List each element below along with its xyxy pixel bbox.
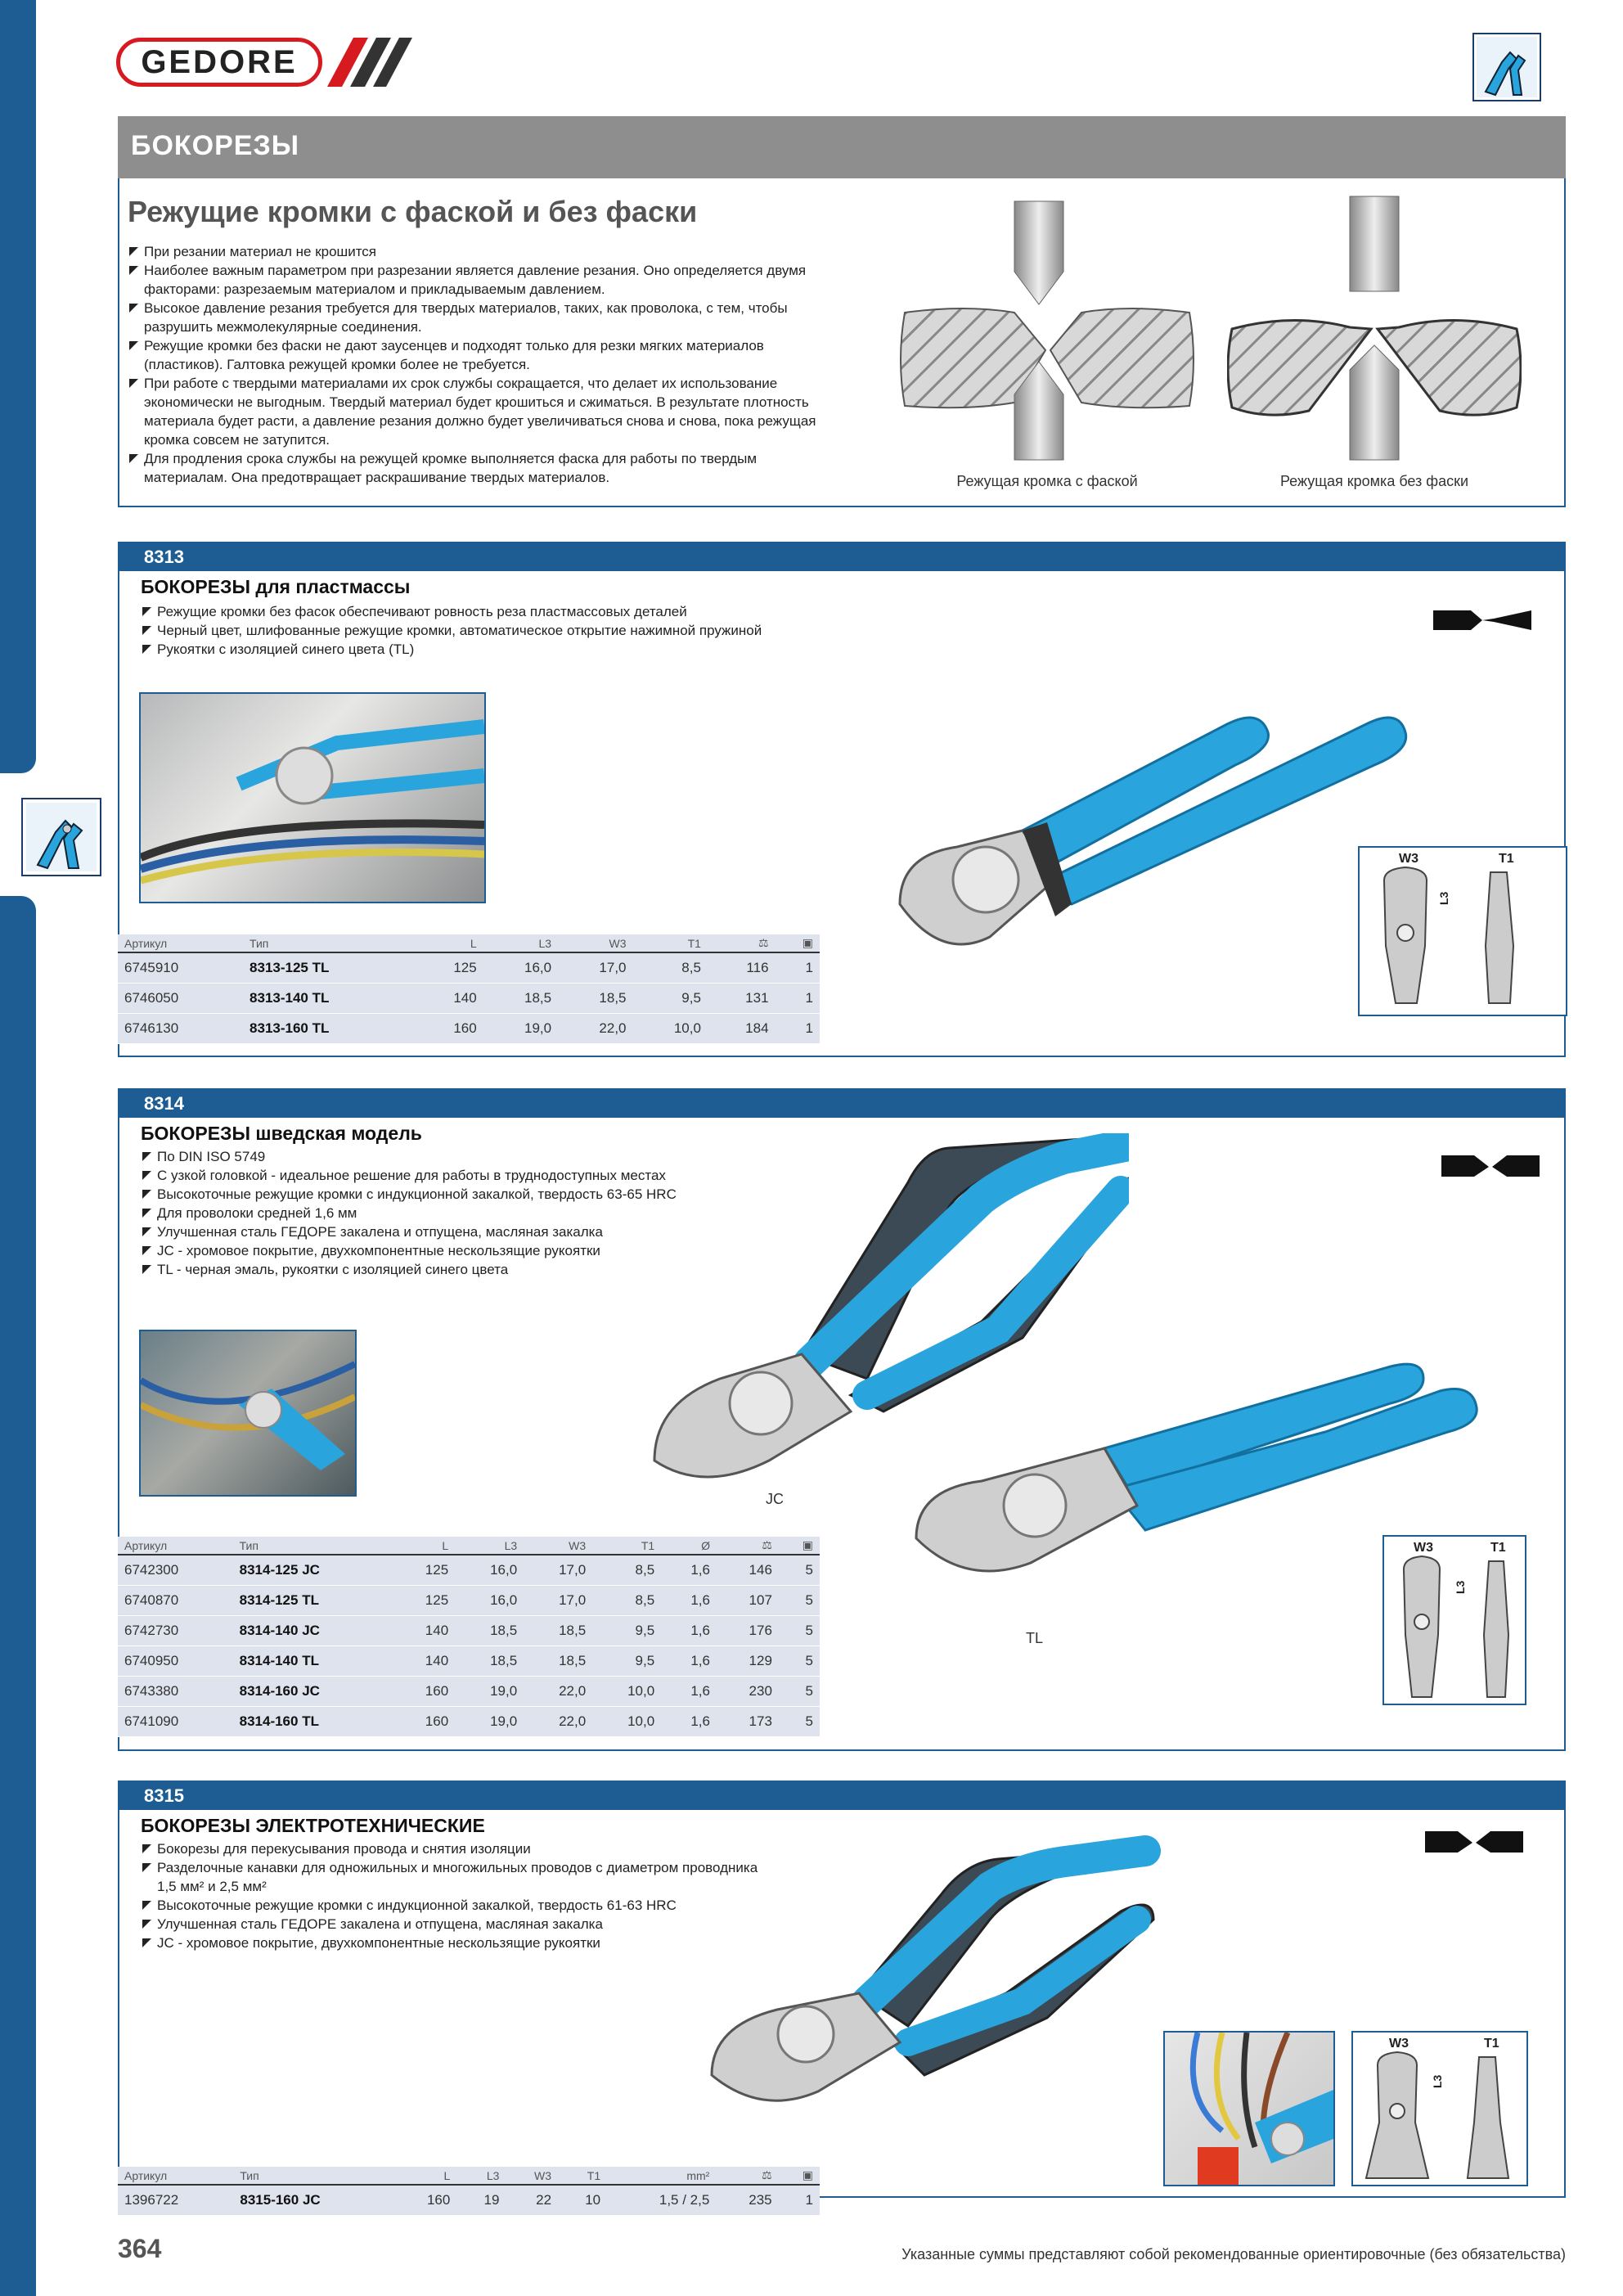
dimension-drawing <box>1351 2031 1528 2186</box>
table-cell: 1,6 <box>661 1706 717 1736</box>
table-cell: 116 <box>708 952 776 983</box>
table-row <box>118 1645 820 1676</box>
list-item: Для проволоки средней 1,6 мм <box>141 1204 812 1222</box>
table-header: T1 <box>558 2167 607 2185</box>
table-cell: 125 <box>393 1555 455 1585</box>
intro-title: Режущие кромки с фаской и без фаски <box>128 195 698 228</box>
table-cell: 10,0 <box>633 1013 708 1043</box>
table-cell: 125 <box>393 1585 455 1615</box>
table-cell: 140 <box>393 1645 455 1676</box>
dim-label-w3: W3 <box>1399 852 1418 866</box>
table-cell: 8,5 <box>633 952 708 983</box>
table-cell: 5 <box>779 1706 820 1736</box>
table-cell: 22 <box>506 2185 558 2215</box>
table-cell: 10,0 <box>592 1676 661 1706</box>
table-cell: 18,5 <box>455 1645 524 1676</box>
list-item: Наиболее важным параметром при разрезании является давление резания. Оно определяется двумя факторами: разрезаемым материалом и прикладываемым давлением. <box>128 261 823 299</box>
table-cell: 1,5 / 2,5 <box>607 2185 716 2215</box>
pack-icon: ▣ <box>776 934 820 952</box>
table-cell: 1,6 <box>661 1676 717 1706</box>
table-cell: 8313-125 TL <box>243 952 416 983</box>
dimension-drawing <box>1358 846 1567 1016</box>
pack-icon: ▣ <box>779 1537 820 1555</box>
table-header: Артикул <box>118 2167 233 2185</box>
table-cell: 22,0 <box>558 1013 632 1043</box>
table-cell: 6742730 <box>118 1615 233 1645</box>
table-cell: 131 <box>708 983 776 1013</box>
table-header: Артикул <box>118 934 243 952</box>
product-table-8314 <box>118 1537 820 1737</box>
table-header: Тип <box>233 2167 394 2185</box>
gedore-logo: GEDORE <box>116 38 322 87</box>
list-item: При резании материал не крошится <box>128 242 823 261</box>
dim-label-l3: L3 <box>1437 891 1450 905</box>
table-cell: 107 <box>717 1585 779 1615</box>
product-label-tl: TL <box>1026 1630 1044 1646</box>
table-cell: 6742300 <box>118 1555 233 1585</box>
list-item: TL - черная эмаль, рукоятки с изоляцией синего цвета <box>141 1260 812 1279</box>
table-header: T1 <box>633 934 708 952</box>
list-item: Высокое давление резания требуется для твердых материалов, таких, как проволока, с тем, чтобы разрушить межмолекулярные соединения. <box>128 299 823 336</box>
list-item: По DIN ISO 5749 <box>141 1147 812 1166</box>
table-cell: 6743380 <box>118 1676 233 1706</box>
table-cell: 16,0 <box>455 1555 524 1585</box>
table-header: L <box>393 1537 455 1555</box>
caption-bevelled: Режущая кромка с фаской <box>956 473 1138 489</box>
table-row <box>118 1585 820 1615</box>
table-cell: 19,0 <box>455 1706 524 1736</box>
table-cell: 19,0 <box>455 1676 524 1706</box>
table-cell: 6740870 <box>118 1585 233 1615</box>
table-cell: 1,6 <box>661 1615 717 1645</box>
table-row <box>118 1555 820 1585</box>
dim-label-t1: T1 <box>1499 852 1514 866</box>
table-cell: 22,0 <box>524 1706 592 1736</box>
table-cell: 5 <box>779 1645 820 1676</box>
table-cell: 17,0 <box>524 1555 592 1585</box>
table-cell: 9,5 <box>592 1645 661 1676</box>
table-cell: 184 <box>708 1013 776 1043</box>
product-table-8315 <box>118 2167 820 2216</box>
list-item: Высокоточные режущие кромки с индукционной закалкой, твердость 63-65 HRC <box>141 1185 812 1204</box>
table-cell: 17,0 <box>558 952 632 983</box>
section-code: 8314 <box>119 1090 1564 1118</box>
usage-photo <box>139 692 486 903</box>
product-label-jc: JC <box>766 1491 784 1507</box>
table-cell: 1,6 <box>661 1585 717 1615</box>
table-header: W3 <box>558 934 632 952</box>
pack-icon: ▣ <box>779 2167 820 2185</box>
table-cell: 235 <box>716 2185 778 2215</box>
table-cell: 8,5 <box>592 1555 661 1585</box>
table-row <box>118 1615 820 1645</box>
list-item: С узкой головкой - идеальное решение для работы в труднодоступных местах <box>141 1166 812 1185</box>
product-image-8315 <box>695 1830 1186 2173</box>
table-cell: 18,5 <box>558 983 632 1013</box>
table-cell: 8314-140 JC <box>233 1615 393 1645</box>
gedore-logo-stripes <box>327 38 412 87</box>
table-cell: 1396722 <box>118 2185 233 2215</box>
table-cell: 8314-160 TL <box>233 1706 393 1736</box>
table-header: W3 <box>524 1537 592 1555</box>
list-item: Бокорезы для перекусывания провода и снятия изоляции <box>141 1839 762 1858</box>
intro-bullets <box>128 242 823 487</box>
table-cell: 8314-140 TL <box>233 1645 393 1676</box>
list-item: JC - хромовое покрытие, двухкомпонентные нескользящие рукоятки <box>141 1241 812 1260</box>
table-cell: 1 <box>776 952 820 983</box>
table-row <box>118 1013 820 1043</box>
table-header: L <box>416 934 483 952</box>
table-cell: 9,5 <box>592 1615 661 1645</box>
list-item: Улучшенная сталь ГЕДОРЕ закалена и отпущена, масляная закалка <box>141 1222 812 1241</box>
table-cell: 6740950 <box>118 1645 233 1676</box>
usage-photo <box>1163 2031 1335 2186</box>
table-cell: 17,0 <box>524 1585 592 1615</box>
dim-label-w3: W3 <box>1414 1541 1433 1555</box>
section-title: БОКОРЕЗЫ для пластмассы <box>141 576 411 597</box>
table-header: Ø <box>661 1537 717 1555</box>
table-cell: 129 <box>717 1645 779 1676</box>
table-cell: 160 <box>416 1013 483 1043</box>
weight-icon: ⚖ <box>716 2167 778 2185</box>
list-item: При работе с твердыми материалами их срок службы сокращается, что делает их использование экономически не выгодным. Твердый материал будет крошиться и сжиматься. В результате плотность материала будет расти, а давление резания должно будет увеличиваться снова и снова, пока режущая кромка совсем не затупится. <box>128 374 823 449</box>
pliers-header-icon <box>1472 33 1541 101</box>
non-bevelled-edge-diagram <box>1227 190 1522 468</box>
table-cell: 8313-140 TL <box>243 983 416 1013</box>
table-cell: 230 <box>717 1676 779 1706</box>
dim-label-t1: T1 <box>1484 2037 1499 2051</box>
section-title: БОКОРЕЗЫ ЭЛЕКТРОТЕХНИЧЕСКИЕ <box>141 1815 485 1836</box>
table-cell: 8,5 <box>592 1585 661 1615</box>
table-row <box>118 1706 820 1736</box>
table-cell: 10,0 <box>592 1706 661 1736</box>
table-cell: 19,0 <box>483 1013 558 1043</box>
table-cell: 1 <box>776 983 820 1013</box>
left-margin-strip-top <box>0 0 36 773</box>
caption-non-bevelled: Режущая кромка без фаски <box>1279 473 1469 489</box>
table-cell: 1 <box>779 2185 820 2215</box>
list-item: Режущие кромки без фасок обеспечивают ровность реза пластмассовых деталей <box>141 602 877 621</box>
table-cell: 22,0 <box>524 1676 592 1706</box>
weight-icon: ⚖ <box>708 934 776 952</box>
dim-label-l3: L3 <box>1431 2074 1444 2088</box>
table-header: mm² <box>607 2167 716 2185</box>
table-header: L3 <box>483 934 558 952</box>
table-cell: 18,5 <box>524 1645 592 1676</box>
table-cell: 1,6 <box>661 1555 717 1585</box>
table-cell: 9,5 <box>633 983 708 1013</box>
table-row <box>118 983 820 1013</box>
list-item: Улучшенная сталь ГЕДОРЕ закалена и отпущена, масляная закалка <box>141 1915 762 1934</box>
section-code: 8313 <box>119 543 1564 571</box>
table-cell: 176 <box>717 1615 779 1645</box>
table-cell: 5 <box>779 1585 820 1615</box>
dimension-drawing <box>1382 1535 1526 1705</box>
table-cell: 10 <box>558 2185 607 2215</box>
page-number: 364 <box>118 2234 162 2263</box>
table-cell: 18,5 <box>524 1615 592 1645</box>
dim-label-l3: L3 <box>1454 1580 1467 1594</box>
table-cell: 1,6 <box>661 1645 717 1676</box>
dim-label-t1: T1 <box>1490 1541 1506 1555</box>
table-row <box>118 2185 820 2215</box>
table-cell: 6745910 <box>118 952 243 983</box>
product-table-8313 <box>118 934 820 1044</box>
table-cell: 160 <box>394 2185 456 2215</box>
list-item: Разделочные канавки для одножильных и многожильных проводов с диаметром проводника 1,5 мм² и 2,5 мм² <box>141 1858 762 1896</box>
list-item: Черный цвет, шлифованные режущие кромки, автоматическое открытие нажимной пружиной <box>141 621 877 640</box>
table-cell: 5 <box>779 1555 820 1585</box>
table-cell: 8314-160 JC <box>233 1676 393 1706</box>
table-cell: 125 <box>416 952 483 983</box>
table-header: L3 <box>455 1537 524 1555</box>
table-cell: 1 <box>776 1013 820 1043</box>
table-cell: 160 <box>393 1676 455 1706</box>
table-cell: 6741090 <box>118 1706 233 1736</box>
bevelled-edge-diagram <box>900 190 1194 468</box>
table-cell: 5 <box>779 1615 820 1645</box>
table-header: W3 <box>506 2167 558 2185</box>
weight-icon: ⚖ <box>717 1537 779 1555</box>
usage-photo <box>139 1330 357 1497</box>
section-bullets <box>141 1839 762 1952</box>
table-header: T1 <box>592 1537 661 1555</box>
bevel-cut-icon <box>1441 1154 1540 1178</box>
table-cell: 16,0 <box>483 952 558 983</box>
section-title: БОКОРЕЗЫ шведская модель <box>141 1123 422 1144</box>
list-item: Высокоточные режущие кромки с индукционной закалкой, твердость 61-63 HRC <box>141 1896 762 1915</box>
table-row <box>118 952 820 983</box>
list-item: Для продления срока службы на режущей кромке выполняется фаска для работы по твердым материалам. Она предотвращает раскрашивание твердых материалов. <box>128 449 823 487</box>
table-cell: 6746050 <box>118 983 243 1013</box>
table-cell: 8315-160 JC <box>233 2185 394 2215</box>
table-cell: 16,0 <box>455 1585 524 1615</box>
table-header: Тип <box>243 934 416 952</box>
table-row <box>118 1676 820 1706</box>
list-item: Режущие кромки без фаски не дают заусенцев и подходят только для резки мягких материалов (пластиков). Галтовка режущей кромки более не требуется. <box>128 336 823 374</box>
table-cell: 18,5 <box>455 1615 524 1645</box>
table-cell: 5 <box>779 1676 820 1706</box>
table-cell: 146 <box>717 1555 779 1585</box>
bevel-cut-icon <box>1425 1830 1523 1854</box>
table-cell: 8314-125 JC <box>233 1555 393 1585</box>
table-cell: 140 <box>416 983 483 1013</box>
section-bullets <box>141 602 877 659</box>
dim-label-w3: W3 <box>1389 2037 1409 2051</box>
list-item: JC - хромовое покрытие, двухкомпонентные нескользящие рукоятки <box>141 1934 762 1952</box>
table-cell: 18,5 <box>483 983 558 1013</box>
flush-cut-icon <box>1433 607 1531 632</box>
page-title: БОКОРЕЗЫ <box>118 116 1566 178</box>
table-header: L <box>394 2167 456 2185</box>
table-header: Артикул <box>118 1537 233 1555</box>
list-item: Рукоятки с изоляцией синего цвета (TL) <box>141 640 877 659</box>
table-cell: 8314-125 TL <box>233 1585 393 1615</box>
table-cell: 8313-160 TL <box>243 1013 416 1043</box>
table-header: L3 <box>456 2167 506 2185</box>
table-cell: 19 <box>456 2185 506 2215</box>
table-cell: 140 <box>393 1615 455 1645</box>
footnote: Указанные суммы представляют собой рекомендованные ориентировочные (без обязательства) <box>901 2246 1566 2262</box>
left-margin-strip-bottom <box>0 896 36 2296</box>
table-cell: 6746130 <box>118 1013 243 1043</box>
table-cell: 160 <box>393 1706 455 1736</box>
pliers-category-icon <box>21 798 101 876</box>
table-cell: 173 <box>717 1706 779 1736</box>
table-header: Тип <box>233 1537 393 1555</box>
section-code: 8315 <box>119 1782 1564 1810</box>
